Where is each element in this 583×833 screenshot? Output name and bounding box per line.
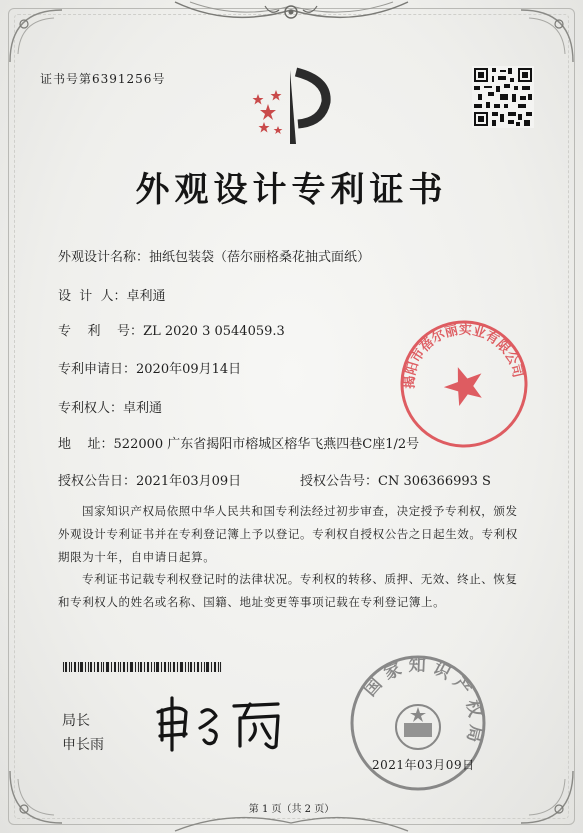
designer-label: 设 计 人：	[58, 289, 127, 304]
address-label: 地 址：	[58, 437, 114, 452]
design-name-label: 外观设计名称：	[58, 250, 150, 265]
patent-number-label: 专 利 号：	[58, 324, 144, 339]
address-row	[58, 433, 419, 452]
grant-number-row	[300, 470, 491, 489]
designer-value: 卓利通	[126, 289, 166, 304]
seal-date: 2021年03月09日	[372, 758, 475, 772]
certificate-title: 外观设计专利证书	[135, 170, 448, 210]
director-title: 局长	[62, 713, 90, 729]
patentee-label: 专利权人：	[58, 401, 124, 416]
page-number: 第 1 页（共 2 页）	[248, 804, 335, 815]
patent-number-value: ZL 2020 3 0544059.3	[143, 324, 285, 339]
company-seal-icon	[398, 318, 530, 450]
barcode-icon	[62, 662, 222, 672]
certificate-number: 证书号第6391256号	[40, 72, 166, 86]
qr-code-icon	[472, 66, 534, 128]
corner-ornament-tl	[6, 6, 66, 66]
grant-date-value: 2021年03月09日	[136, 474, 242, 489]
patentee-value: 卓利通	[123, 401, 163, 416]
body-paragraph-2: 专利证书记载专利权登记时的法律状况。专利权的转移、质押、无效、终止、恢复和专利权人的姓名或名称、国籍、地址变更等事项记载在专利登记簿上。	[58, 572, 518, 609]
company-seal-text: 揭阳市蓓尔丽实业有限公司	[402, 322, 525, 390]
designer-row	[58, 285, 166, 304]
director-name: 申长雨	[62, 737, 104, 753]
corner-ornament-br	[517, 767, 577, 827]
grant-number-label: 授权公告号：	[300, 474, 379, 489]
address-value: 522000 广东省揭阳市榕城区榕华飞燕四巷C座1/2号	[113, 437, 420, 452]
grant-number-value: CN 306366993 S	[378, 474, 491, 489]
patent-office-emblem-icon	[238, 60, 338, 150]
filing-date-row	[58, 358, 241, 377]
corner-ornament-bl	[6, 767, 66, 827]
filing-date-value: 2020年09月14日	[136, 362, 242, 377]
design-name-row	[58, 246, 370, 265]
director-signature-icon	[150, 696, 300, 752]
body-paragraph-1: 国家知识产权局依照中华人民共和国专利法经过初步审查，决定授予专利权，颁发外观设计专利证书并在专利登记簿上予以登记。专利权自授权公告之日起生效。专利权期限为十年，自申请日起算。	[58, 504, 518, 564]
corner-ornament-tr	[517, 6, 577, 66]
top-ornament	[170, 0, 413, 30]
design-name-value: 抽纸包装袋（蓓尔丽格桑花抽式面纸）	[149, 250, 371, 265]
filing-date-label: 专利申请日：	[58, 362, 137, 377]
patent-office-seal-text: 国家知识产权局	[360, 655, 486, 751]
patent-number-row	[58, 320, 285, 339]
patentee-row	[58, 397, 162, 416]
svg-text:揭阳市蓓尔丽实业有限公司	[398, 318, 527, 417]
grant-date-label: 授权公告日：	[58, 474, 137, 489]
grant-date-row	[58, 470, 241, 489]
